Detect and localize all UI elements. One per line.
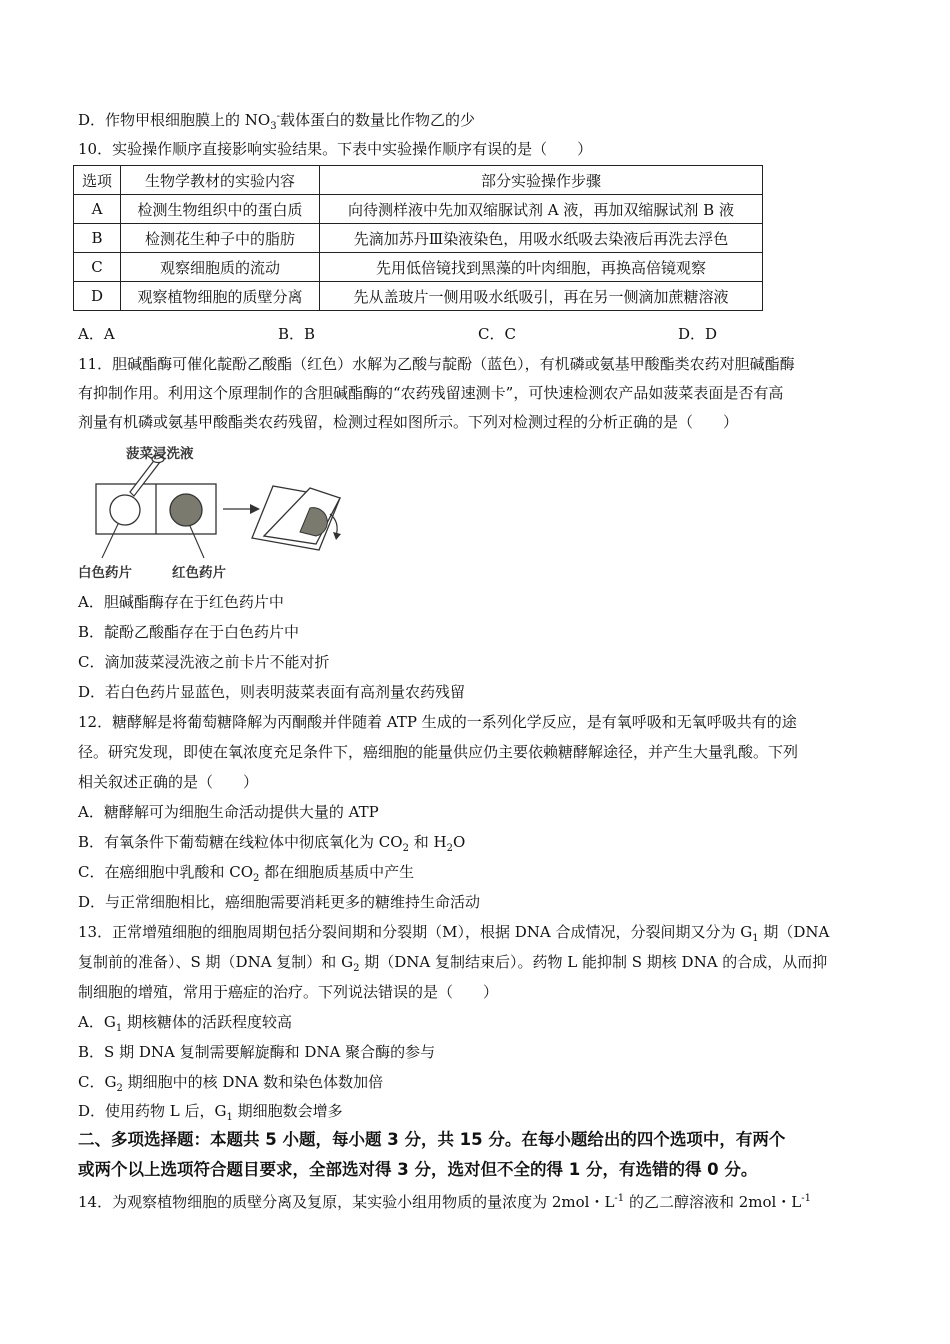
- q12-option-d: D．与正常细胞相比，癌细胞需要消耗更多的糖维持生命活动: [78, 893, 481, 911]
- table-cell: D: [74, 282, 121, 311]
- section-heading: 或两个以上选项符合题目要求，全部选对得 3 分，选对但不全的得 1 分，有选错的得 0 分。: [78, 1160, 758, 1179]
- q12-stem-line: 相关叙述正确的是（ ）: [78, 773, 259, 791]
- q11-stem-line: 剂量有机磷或氨基甲酸酯类农药残留，检测过程如图所示。下列对检测过程的分析正确的是（ ）: [78, 413, 739, 431]
- q13-option-d: D．使用药物 L 后，$G_1$ 期细胞数会增多: [78, 1102, 343, 1123]
- section-heading: 二、多项选择题：本题共 5 小题，每小题 3 分，共 15 分。在每小题给出的四个选项中，有两个: [78, 1130, 786, 1149]
- q12-option-c: C．在癌细胞中乳酸和 $CO_2$ 都在细胞质基质中产生: [78, 863, 415, 884]
- table-cell: 检测花生种子中的脂肪: [121, 224, 320, 253]
- q12-option-a: A．糖酵解可为细胞生命活动提供大量的 ATP: [78, 803, 379, 821]
- q13-stem-line: 制细胞的增殖，常用于癌症的治疗。下列说法错误的是（ ）: [78, 983, 499, 1001]
- q12-option-b: B．有氧条件下葡萄糖在线粒体中彻底氧化为 $CO_2$ 和 $H_2O$: [78, 833, 466, 854]
- q13-stem-line: 13．正常增殖细胞的细胞周期包括分裂间期和分裂期（M），根据 DNA 合成情况，分裂间期又分为 $G_1$ 期（DNA: [78, 923, 830, 944]
- q11-option-b: B．靛酚乙酸酯存在于白色药片中: [78, 623, 300, 641]
- option-c: C．C: [478, 325, 516, 343]
- q11-stem-line: 有抑制作用。利用这个原理制作的含胆碱酯酶的“农药残留速测卡”，可快速检测农产品如菠菜表面是否有高: [78, 384, 784, 402]
- table-cell: B: [74, 224, 121, 253]
- option-b: B．B: [278, 325, 316, 343]
- table-header-row: [74, 166, 763, 195]
- q10-stem: 10．实验操作顺序直接影响实验结果。下表中实验操作顺序有误的是（ ）: [78, 140, 593, 158]
- white-tablet: [110, 495, 140, 525]
- table-cell: C: [74, 253, 121, 282]
- q13-option-b: B．S 期 DNA 复制需要解旋酶和 DNA 聚合酶的参与: [78, 1043, 436, 1061]
- table-cell: 先滴加苏丹Ⅲ染液染色，用吸水纸吸去染液后再洗去浮色: [320, 224, 763, 253]
- q11-option-d: D．若白色药片显蓝色，则表明菠菜表面有高剂量农药残留: [78, 683, 466, 701]
- label-white-tablet: 白色药片: [78, 565, 132, 581]
- fold-arrowhead-icon: [333, 532, 341, 540]
- q9-option-d: D．作物甲根细胞膜上的 $NO_3^-$载体蛋白的数量比作物乙的少: [78, 111, 475, 132]
- q12-stem-line: 12．糖酵解是将葡萄糖降解为丙酮酸并伴随着 ATP 生成的一系列化学反应，是有氧呼吸和无氧呼吸共有的途: [78, 713, 797, 731]
- leader-line-red: [190, 526, 204, 558]
- q13-option-a: A．$G_1$ 期核糖体的活跃程度较高: [78, 1013, 292, 1034]
- red-tablet: [170, 494, 202, 526]
- q10-table: [73, 165, 763, 311]
- q11-stem-line: 11．胆碱酯酶可催化靛酚乙酸酯（红色）水解为乙酸与靛酚（蓝色），有机磷或氨基甲酸酯类农药对胆碱酯酶: [78, 355, 795, 373]
- table-row: [74, 224, 763, 253]
- table-header: 选项: [74, 166, 121, 195]
- q12-stem-line: 径。研究发现，即使在氧浓度充足条件下，癌细胞的能量供应仍主要依赖糖酵解途径，并产生大量乳酸。下列: [78, 743, 799, 761]
- option-a: A．A: [78, 325, 115, 343]
- label-red-tablet: 红色药片: [172, 565, 226, 581]
- table-cell: 观察细胞质的流动: [121, 253, 320, 282]
- table-cell: 观察植物细胞的质壁分离: [121, 282, 320, 311]
- table-cell: A: [74, 195, 121, 224]
- q13-option-c: C．$G_2$ 期细胞中的核 DNA 数和染色体数加倍: [78, 1073, 384, 1094]
- table-header: 生物学教材的实验内容: [121, 166, 320, 195]
- label-spinach-wash: 菠菜浸洗液: [126, 446, 194, 462]
- leader-line-white: [102, 524, 118, 558]
- table-header: 部分实验操作步骤: [320, 166, 763, 195]
- table-row: [74, 282, 763, 311]
- q14-stem-line: 14．为观察植物细胞的质壁分离及复原，某实验小组用物质的量浓度为 2mol・$L^{-1}$ 的乙二醇溶液和 2mol・$L^{-1}$: [78, 1193, 812, 1211]
- table-row: [74, 253, 763, 282]
- option-d: D．D: [678, 325, 718, 343]
- table-cell: 先从盖玻片一侧用吸水纸吸引，再在另一侧滴加蔗糖溶液: [320, 282, 763, 311]
- table-cell: 向待测样液中先加双缩脲试剂 A 液，再加双缩脲试剂 B 液: [320, 195, 763, 224]
- table-cell: 先用低倍镜找到黑藻的叶肉细胞，再换高倍镜观察: [320, 253, 763, 282]
- q10-options: [78, 324, 878, 344]
- q11-figure: [78, 440, 358, 585]
- table-row: [74, 195, 763, 224]
- q11-option-a: A．胆碱酯酶存在于红色药片中: [78, 593, 284, 611]
- table-cell: 检测生物组织中的蛋白质: [121, 195, 320, 224]
- q13-stem-line: 复制前的准备）、S 期（DNA 复制）和 $G_2$ 期（DNA 复制结束后）。药物 L 能抑制 S 期核 DNA 的合成，从而抑: [78, 953, 828, 974]
- arrow-right-icon: [250, 504, 260, 514]
- q11-option-c: C．滴加菠菜浸洗液之前卡片不能对折: [78, 653, 330, 671]
